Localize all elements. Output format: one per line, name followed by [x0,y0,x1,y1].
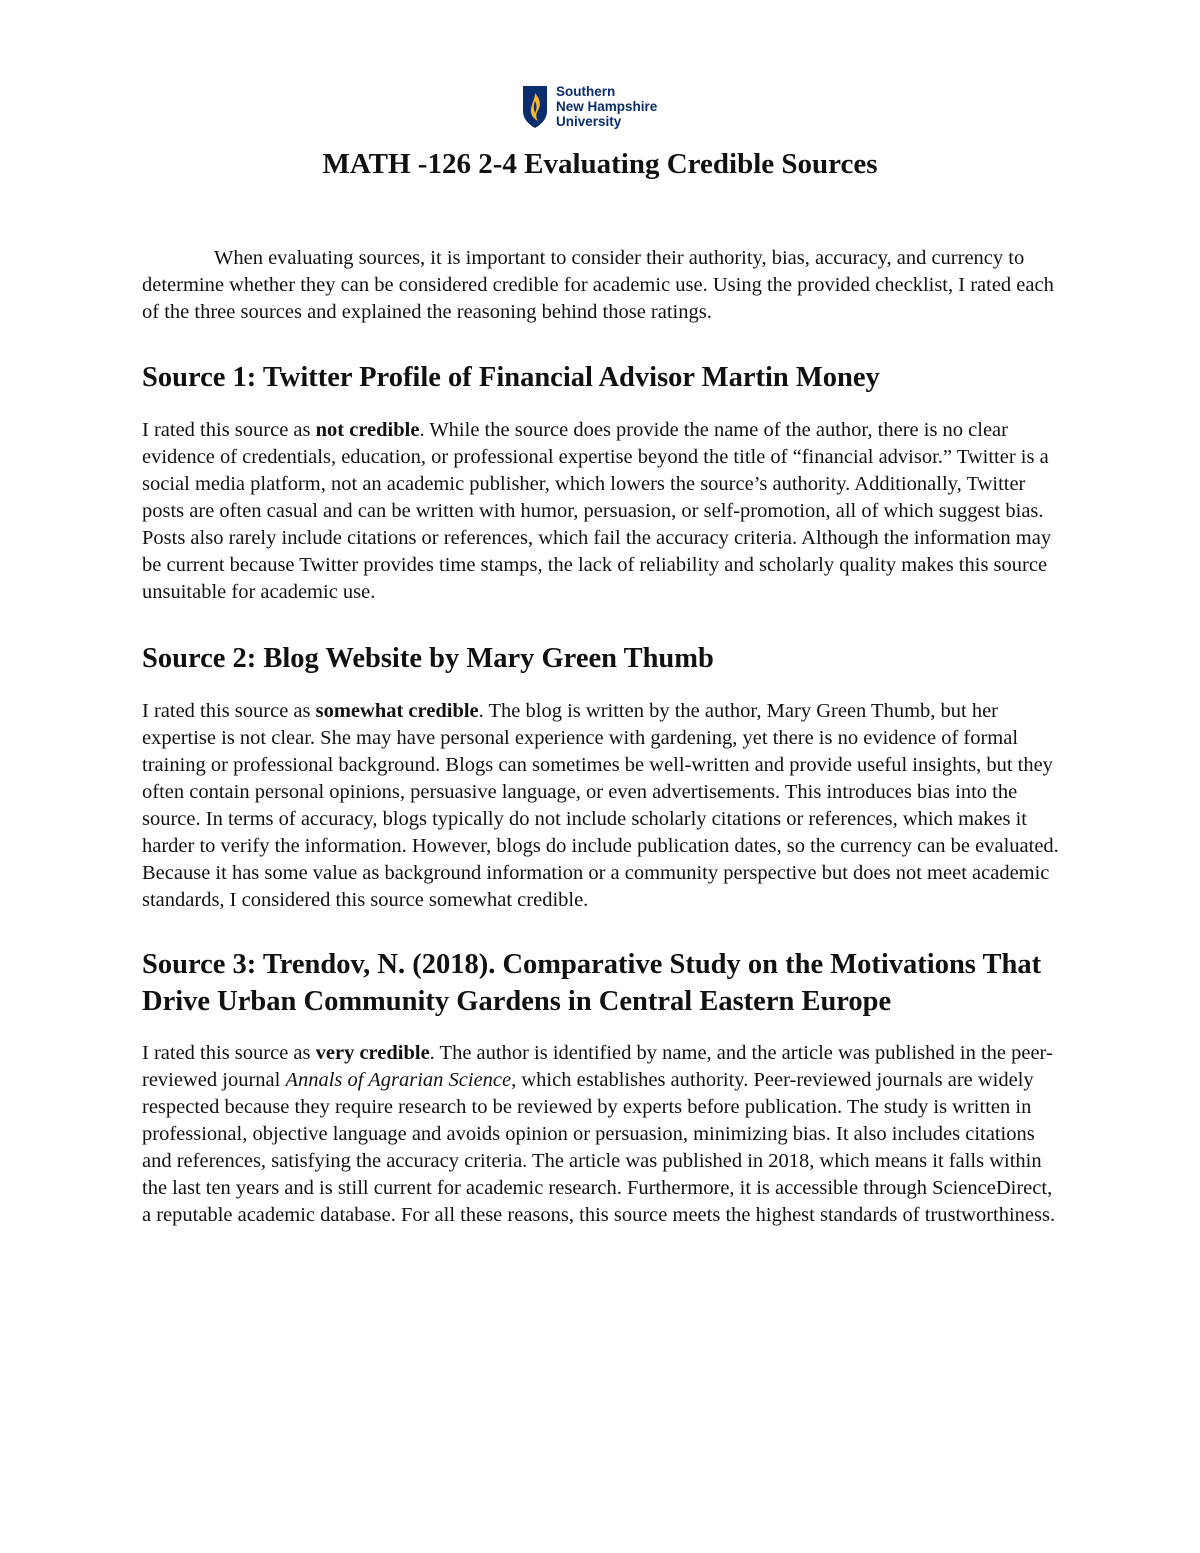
source-3-paragraph [142,1040,1062,1229]
source-2-paragraph [142,698,1062,914]
intro-paragraph: When evaluating sources, it is important to consider their authority, bias, accuracy, and currency to determine whether they can be considered credible for academic use. Using the provided checklist, I rated each of the three sources and explained the reasoning behind those ratings. [142,247,1054,323]
logo-line-1: Southern [556,84,616,99]
source-3-heading: Source 3: Trendov, N. (2018). Comparative Study on the Motivations That Drive Urban Community Gardens in Central Eastern Europe [142,949,1042,1017]
logo-line-3: University [556,114,622,129]
shield-flame-icon [522,85,548,129]
snhu-logo [522,84,657,129]
source-2-heading: Source 2: Blog Website by Mary Green Thumb [142,643,714,674]
source-3-rating: very credible [315,1042,430,1064]
source-2-lead: I rated this source as [142,700,316,722]
source-1-paragraph [142,417,1062,606]
source-3-journal: Annals of Agrarian Science, [285,1069,517,1091]
source-3-lead: I rated this source as [142,1042,316,1064]
document-body [142,245,1062,1229]
source-1-lead: I rated this source as [142,419,316,441]
document-title: MATH -126 2-4 Evaluating Credible Sources [322,148,878,180]
source-2-rating: somewhat credible [315,700,479,722]
source-3-body-a: . The author is identified by name, and the article was published in the peer-reviewed journal [142,1042,1053,1091]
source-1-heading: Source 1: Twitter Profile of Financial Advisor Martin Money [142,362,880,393]
source-1-body: . While the source does provide the name of the author, there is no clear evidence of credentials, education, or professional expertise beyond the title of “financial advisor.” Twitter is a social media platform, not an academic publisher, which lowers the source’s authority. Additionally, Twitter posts are often casual and can be written with humor, persuasion, or self-promotion, all of which suggest bias. Posts also rarely include citations or references, which fail the accuracy criteria. Although the information may be current because Twitter provides time stamps, the lack of reliability and scholarly quality makes this source unsuitable for academic use. [142,419,1052,603]
source-1-rating: not credible [315,419,420,441]
logo-line-2: New Hampshire [556,99,658,114]
source-3-body-b: which establishes authority. Peer-reviewed journals are widely respected because they require research to be reviewed by experts before publication. The study is written in professional, objective language and avoids opinion or persuasion, minimizing bias. It also includes citations and references, satisfying the accuracy criteria. The article was published in 2018, which means it falls within the last ten years and is still current for academic research. Furthermore, it is accessible through ScienceDirect, a reputable academic database. For all these reasons, this source meets the highest standards of trustworthiness. [142,1069,1056,1226]
source-2-body: . The blog is written by the author, Mary Green Thumb, but her expertise is not clear. She may have personal experience with gardening, yet there is no evidence of formal training or professional background. Blogs can sometimes be well-written and provide useful insights, but they often contain personal opinions, persuasive language, or even advertisements. This introduces bias into the source. In terms of accuracy, blogs typically do not include scholarly citations or references, which makes it harder to verify the information. However, blogs do include publication dates, so the currency can be evaluated. Because it has some value as background information or a community perspective but does not meet academic standards, I considered this source somewhat credible. [142,700,1059,911]
